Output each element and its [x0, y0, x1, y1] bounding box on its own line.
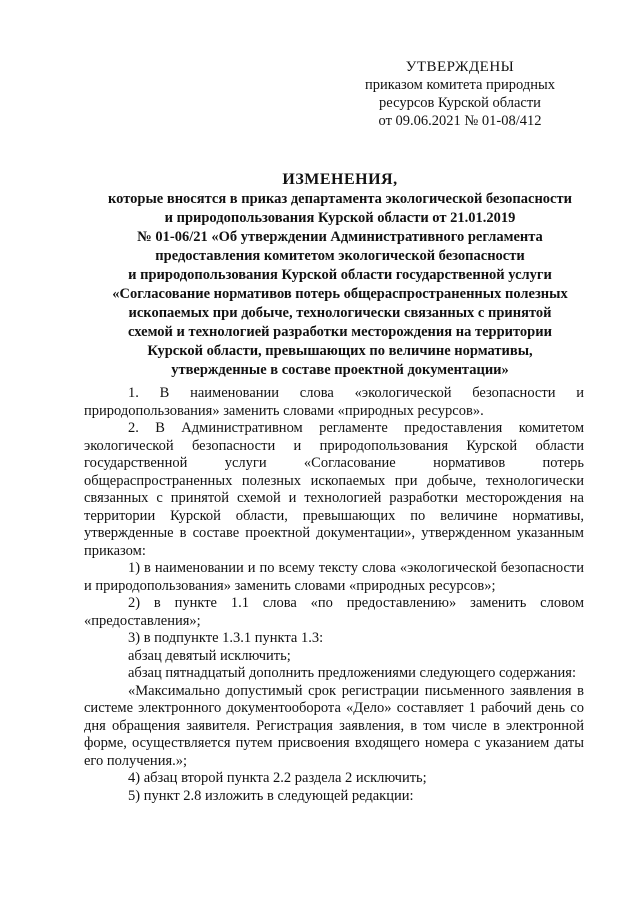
approval-line-3: от 09.06.2021 № 01-08/412	[378, 113, 542, 129]
approval-stamp	[330, 58, 590, 130]
title-line: и природопользования Курской области государственной услуги	[128, 267, 552, 283]
document-body	[84, 385, 584, 805]
paragraph: 4) абзац второй пункта 2.2 раздела 2 исключить;	[128, 770, 427, 786]
paragraph: 2) в пункте 1.1 слова «по предоставлению» заменить словом «предоставления»;	[84, 595, 584, 629]
title-line: № 01-06/21 «Об утверждении Административного регламента	[137, 229, 543, 245]
approval-line-1: приказом комитета природных	[365, 77, 555, 93]
paragraph: 1. В наименовании слова «экологической безопасности и природопользования» заменить словами «природных ресурсов».	[84, 385, 584, 419]
title-line: Курской области, превышающих по величине нормативы,	[147, 343, 533, 359]
approval-line-2: ресурсов Курской области	[379, 95, 541, 111]
title-line: ископаемых при добыче, технологически связанных с принятой	[128, 305, 552, 321]
title-line: утвержденные в составе проектной документации»	[171, 362, 509, 378]
document-title	[80, 170, 600, 380]
approval-heading: УТВЕРЖДЕНЫ	[405, 59, 515, 75]
paragraph: 2. В Административном регламенте предоставления комитетом экологической безопасности и природопользования Курской области государственной услуги «Согласование нормативов потерь общераспространенных полезных ископаемых при добыче, технологически связанных с принятой схемой и технологией разработки месторождения на территории Курской области, превышающих по величине нормативы, утвержденные в составе проектной документации», утвержденном указанным приказом:	[84, 420, 584, 559]
title-line: предоставления комитетом экологической безопасности	[155, 248, 525, 264]
paragraph: «Максимально допустимый срок регистрации письменного заявления в системе электронного документооборота «Дело» составляет 1 рабочий день со дня обращения заявителя. Регистрация заявления, в том числе в электронной форме, осуществляется путем присвоения входящего номера с указанием даты его получения.»;	[84, 682, 584, 769]
paragraph: 3) в подпункте 1.3.1 пункта 1.3:	[128, 630, 324, 646]
title-line: которые вносятся в приказ департамента экологической безопасности	[108, 191, 572, 207]
paragraph: 5) пункт 2.8 изложить в следующей редакции:	[128, 787, 414, 804]
title-main: ИЗМЕНЕНИЯ,	[282, 171, 398, 188]
title-line: схемой и технологией разработки месторождения на территории	[128, 324, 552, 340]
paragraph: абзац пятнадцатый дополнить предложениями следующего содержания:	[128, 665, 576, 681]
title-line: «Согласование нормативов потерь общераспространенных полезных	[112, 286, 568, 302]
paragraph: 1) в наименовании и по всему тексту слова «экологической безопасности и природопользования» заменить словами «природных ресурсов»;	[84, 560, 584, 594]
title-line: и природопользования Курской области от 21.01.2019	[164, 210, 516, 226]
paragraph: абзац девятый исключить;	[128, 647, 291, 664]
